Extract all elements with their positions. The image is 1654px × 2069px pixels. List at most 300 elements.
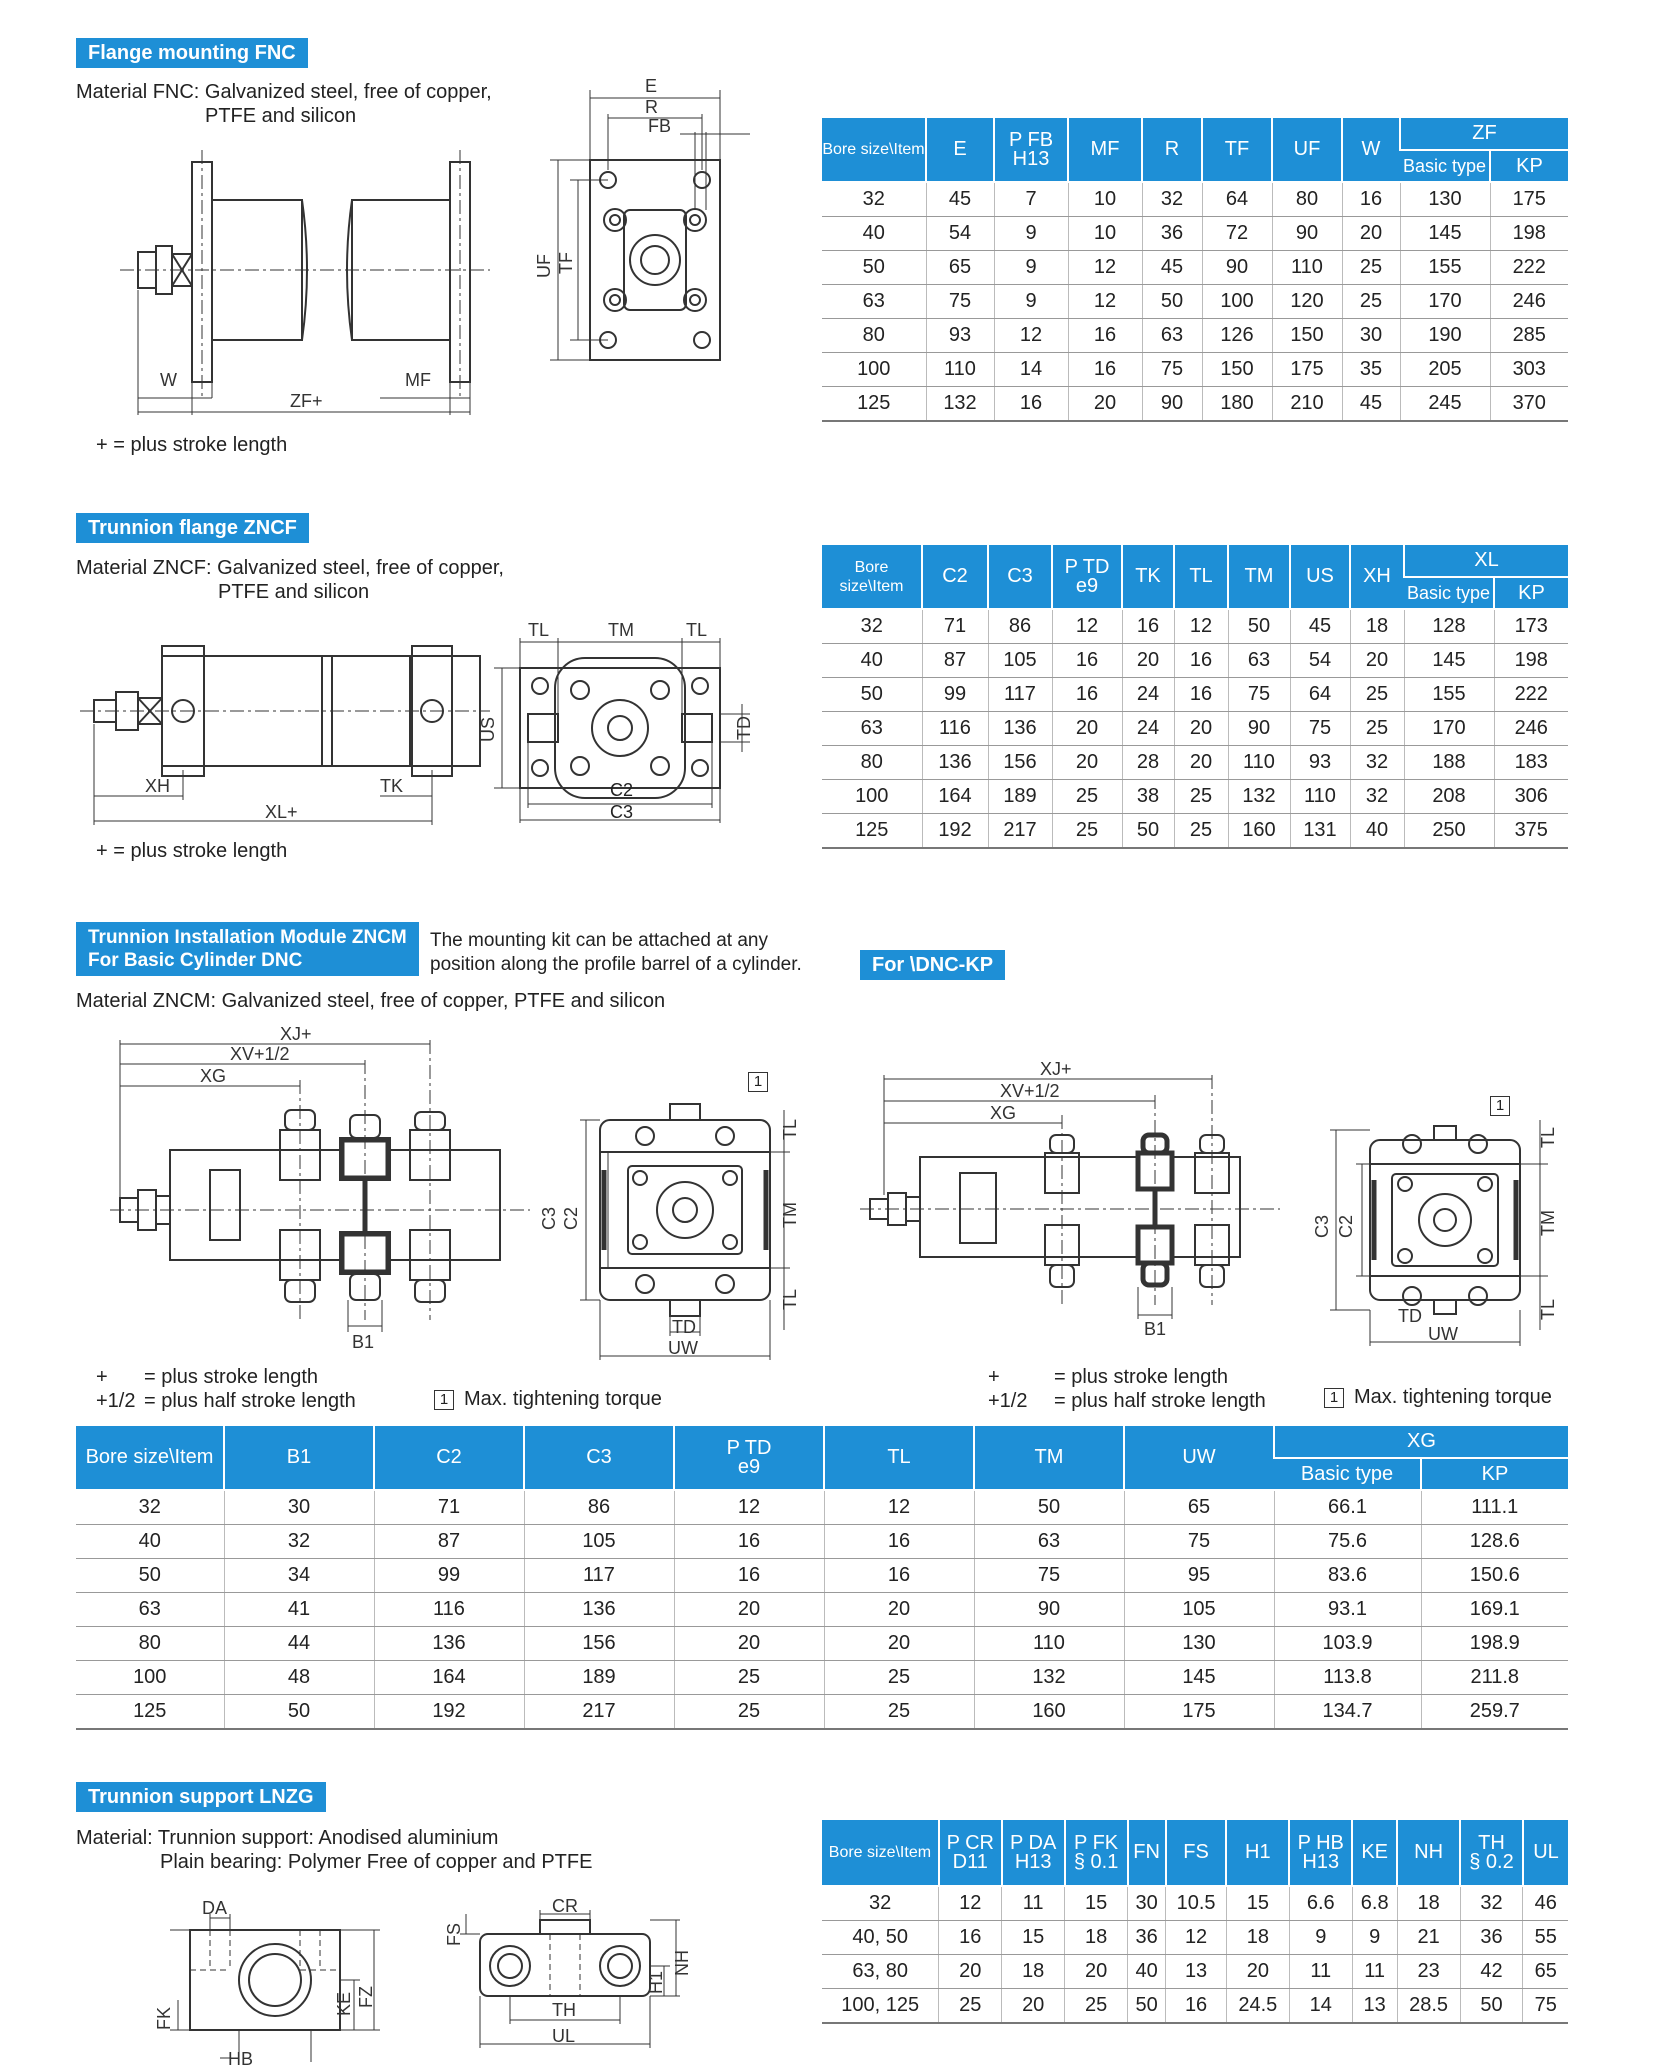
table-cell: 63 xyxy=(1228,644,1290,678)
table-cell: 87 xyxy=(374,1525,524,1559)
table-cell: 10 xyxy=(1068,217,1142,251)
table-cell: 35 xyxy=(1342,353,1400,387)
table-cell: 95 xyxy=(1124,1559,1274,1593)
table-cell: 25 xyxy=(1052,780,1122,814)
table-row xyxy=(76,1525,1568,1559)
table-cell: 93 xyxy=(926,319,994,353)
table-cell: 100 xyxy=(822,353,926,387)
zncm-kp-box-marker: 1 xyxy=(1490,1096,1510,1116)
zncm-note2-sym: +1/2 xyxy=(96,1390,136,1412)
zncf-th-xl: XL xyxy=(1404,545,1568,577)
lnzg-th-h1: H1 xyxy=(1226,1820,1289,1886)
table-row xyxy=(76,1559,1568,1593)
table-cell: 25 xyxy=(824,1695,974,1730)
zncm-label-xj: XJ+ xyxy=(280,1024,312,1044)
zncf-th-c2: C2 xyxy=(922,545,988,609)
zncf-label-tk: TK xyxy=(380,776,404,796)
table-row xyxy=(76,1661,1568,1695)
zncm-note1-txt: = plus stroke length xyxy=(144,1366,318,1388)
table-cell: 20 xyxy=(1174,746,1228,780)
table-cell: 14 xyxy=(994,353,1068,387)
zncm-title-line2: For Basic Cylinder DNC xyxy=(88,950,303,971)
zncm-label-xv: XV+1/2 xyxy=(230,1044,290,1064)
table-cell: 15 xyxy=(1002,1921,1065,1955)
table-cell: 63 xyxy=(76,1593,224,1627)
table-cell: 25 xyxy=(1052,814,1122,849)
fnc-th-r: R xyxy=(1142,118,1202,182)
fnc-front-drawing xyxy=(520,70,780,380)
table-row xyxy=(822,251,1568,285)
table-cell: 50 xyxy=(224,1695,374,1730)
lnzg-label-nh: NH xyxy=(672,1950,692,1976)
table-cell: 75 xyxy=(926,285,994,319)
zncm-kp-label-tl-bottom: TL xyxy=(1538,1298,1558,1320)
table-cell: 25 xyxy=(1350,678,1404,712)
zncm-th-bore: Bore size\Item xyxy=(76,1426,224,1490)
table-cell: 20 xyxy=(1065,1955,1128,1989)
table-cell: 145 xyxy=(1400,217,1490,251)
fnc-label-fb: FB xyxy=(648,116,672,136)
table-cell: 116 xyxy=(374,1593,524,1627)
zncm-desc-line2: position along the profile barrel of a cylinder. xyxy=(430,954,802,975)
table-cell: 132 xyxy=(1228,780,1290,814)
zncm-th-basic: Basic type xyxy=(1274,1458,1421,1490)
table-cell: 90 xyxy=(1228,712,1290,746)
fnc-side-drawing xyxy=(80,150,510,430)
table-cell: 40 xyxy=(1350,814,1404,849)
table-cell: 9 xyxy=(994,217,1068,251)
table-cell: 245 xyxy=(1400,387,1490,422)
table-cell: 285 xyxy=(1490,319,1568,353)
lnzg-th-fn: FN xyxy=(1128,1820,1166,1886)
table-row xyxy=(822,678,1568,712)
table-cell: 50 xyxy=(1228,609,1290,644)
table-cell: 100 xyxy=(822,780,922,814)
table-cell: 6.8 xyxy=(1352,1886,1397,1921)
zncm-kp-note2-sym: +1/2 xyxy=(988,1390,1028,1412)
lnzg-label-hb: HB xyxy=(228,2049,254,2069)
lnzg-th-pda-1: P DA xyxy=(1010,1831,1057,1854)
zncm-dnc-front-drawing xyxy=(540,1070,800,1370)
table-cell: 155 xyxy=(1404,678,1494,712)
lnzg-th-th-2: § 0.2 xyxy=(1469,1850,1514,1873)
table-row xyxy=(822,387,1568,422)
table-cell: 50 xyxy=(1128,1989,1166,2024)
lnzg-th-ke: KE xyxy=(1352,1820,1397,1886)
table-cell: 164 xyxy=(922,780,988,814)
zncf-th-basic: Basic type xyxy=(1404,577,1494,609)
table-cell: 90 xyxy=(1202,251,1272,285)
table-cell: 110 xyxy=(926,353,994,387)
zncm-th-c3: C3 xyxy=(524,1426,674,1490)
table-cell: 72 xyxy=(1202,217,1272,251)
fnc-label-w: W xyxy=(160,370,177,390)
table-cell: 20 xyxy=(1342,217,1400,251)
table-cell: 25 xyxy=(1174,780,1228,814)
table-cell: 9 xyxy=(994,251,1068,285)
table-row xyxy=(76,1490,1568,1525)
fnc-material-line2: PTFE and silicon xyxy=(205,105,357,127)
fnc-title: Flange mounting FNC xyxy=(76,38,308,68)
zncf-label-tl-right: TL xyxy=(686,620,708,640)
table-cell: 16 xyxy=(939,1921,1002,1955)
fnc-th-uf: UF xyxy=(1272,118,1342,182)
lnzg-th-pcr-2: D11 xyxy=(952,1850,988,1873)
table-cell: 25 xyxy=(674,1661,824,1695)
table-cell: 222 xyxy=(1490,251,1568,285)
zncf-table xyxy=(822,545,1568,849)
table-cell: 63, 80 xyxy=(822,1955,939,1989)
table-cell: 63 xyxy=(1142,319,1202,353)
table-cell: 18 xyxy=(1002,1955,1065,1989)
table-cell: 16 xyxy=(1174,678,1228,712)
table-cell: 222 xyxy=(1494,678,1568,712)
table-cell: 110 xyxy=(974,1627,1124,1661)
table-cell: 16 xyxy=(1174,644,1228,678)
zncm-box-marker: 1 xyxy=(748,1072,768,1092)
table-cell: 192 xyxy=(922,814,988,849)
table-cell: 11 xyxy=(1289,1955,1352,1989)
table-row xyxy=(76,1695,1568,1730)
zncm-label-tl-top: TL xyxy=(780,1118,800,1140)
table-cell: 10.5 xyxy=(1166,1886,1227,1921)
table-cell: 65 xyxy=(1124,1490,1274,1525)
table-cell: 30 xyxy=(1128,1886,1166,1921)
lnzg-th-phb xyxy=(1289,1820,1352,1886)
table-cell: 55 xyxy=(1523,1921,1568,1955)
table-row xyxy=(822,1921,1568,1955)
table-row xyxy=(822,1955,1568,1989)
table-cell: 136 xyxy=(988,712,1052,746)
zncf-label-c2: C2 xyxy=(610,780,634,800)
table-cell: 71 xyxy=(374,1490,524,1525)
zncf-note: + = plus stroke length xyxy=(96,840,288,862)
table-cell: 18 xyxy=(1065,1921,1128,1955)
table-cell: 211.8 xyxy=(1421,1661,1568,1695)
table-cell: 24 xyxy=(1122,712,1174,746)
table-cell: 145 xyxy=(1124,1661,1274,1695)
table-cell: 20 xyxy=(824,1593,974,1627)
fnc-table xyxy=(822,118,1568,422)
fnc-th-pfb-2: H13 xyxy=(1012,147,1050,170)
lnzg-label-fs: FS xyxy=(444,1922,464,1946)
zncf-th-kp: KP xyxy=(1494,577,1568,609)
table-cell: 80 xyxy=(822,319,926,353)
table-cell: 20 xyxy=(674,1627,824,1661)
fnc-th-basic: Basic type xyxy=(1400,150,1490,182)
table-cell: 50 xyxy=(822,251,926,285)
table-row xyxy=(822,609,1568,644)
table-cell: 128.6 xyxy=(1421,1525,1568,1559)
table-cell: 128 xyxy=(1404,609,1494,644)
table-cell: 65 xyxy=(926,251,994,285)
table-cell: 189 xyxy=(524,1661,674,1695)
table-cell: 75 xyxy=(1228,678,1290,712)
table-cell: 117 xyxy=(988,678,1052,712)
lnzg-th-pda-2: H13 xyxy=(1014,1850,1052,1873)
table-cell: 40 xyxy=(1128,1955,1166,1989)
table-cell: 246 xyxy=(1490,285,1568,319)
zncm-label-c3: C3 xyxy=(539,1206,559,1230)
table-cell: 20 xyxy=(1052,746,1122,780)
table-cell: 64 xyxy=(1290,678,1350,712)
table-cell: 21 xyxy=(1397,1921,1460,1955)
table-cell: 25 xyxy=(1342,251,1400,285)
zncf-material-line2: PTFE and silicon xyxy=(218,581,370,603)
table-row xyxy=(822,353,1568,387)
table-cell: 16 xyxy=(674,1559,824,1593)
table-cell: 134.7 xyxy=(1274,1695,1421,1730)
zncm-th-uw: UW xyxy=(1124,1426,1274,1490)
table-cell: 16 xyxy=(824,1559,974,1593)
lnzg-th-ul: UL xyxy=(1523,1820,1568,1886)
lnzg-th-pcr xyxy=(939,1820,1002,1886)
table-cell: 160 xyxy=(974,1695,1124,1730)
lnzg-label-fz: FZ xyxy=(356,1986,376,2008)
zncm-kp-label-xj: XJ+ xyxy=(1040,1059,1072,1079)
table-cell: 16 xyxy=(1052,678,1122,712)
zncf-th-xh: XH xyxy=(1350,545,1404,609)
table-cell: 169.1 xyxy=(1421,1593,1568,1627)
table-cell: 100 xyxy=(1202,285,1272,319)
table-cell: 54 xyxy=(1290,644,1350,678)
table-cell: 175 xyxy=(1490,182,1568,217)
table-cell: 105 xyxy=(524,1525,674,1559)
table-cell: 32 xyxy=(822,609,922,644)
table-cell: 160 xyxy=(1228,814,1290,849)
table-cell: 75 xyxy=(1124,1525,1274,1559)
zncm-note1-sym: + xyxy=(96,1366,108,1388)
table-cell: 13 xyxy=(1352,1989,1397,2024)
table-cell: 45 xyxy=(1290,609,1350,644)
zncm-label-xg: XG xyxy=(200,1066,227,1086)
table-cell: 25 xyxy=(674,1695,824,1730)
table-cell: 24 xyxy=(1122,678,1174,712)
table-cell: 64 xyxy=(1202,182,1272,217)
fnc-th-kp: KP xyxy=(1490,150,1568,182)
table-cell: 156 xyxy=(988,746,1052,780)
zncm-kp-label-c3: C3 xyxy=(1312,1214,1332,1238)
table-cell: 130 xyxy=(1124,1627,1274,1661)
table-cell: 11 xyxy=(1002,1886,1065,1921)
lnzg-th-fs: FS xyxy=(1166,1820,1227,1886)
table-cell: 131 xyxy=(1290,814,1350,849)
table-row xyxy=(822,712,1568,746)
table-cell: 110 xyxy=(1290,780,1350,814)
table-cell: 75 xyxy=(1142,353,1202,387)
zncm-th-ptd-1: P TD xyxy=(726,1436,772,1459)
table-cell: 41 xyxy=(224,1593,374,1627)
table-cell: 210 xyxy=(1272,387,1342,422)
table-cell: 34 xyxy=(224,1559,374,1593)
zncm-label-td: TD xyxy=(672,1317,696,1337)
table-cell: 111.1 xyxy=(1421,1490,1568,1525)
table-cell: 12 xyxy=(1068,251,1142,285)
table-cell: 150.6 xyxy=(1421,1559,1568,1593)
lnzg-table xyxy=(822,1820,1568,2024)
table-row xyxy=(822,319,1568,353)
table-cell: 14 xyxy=(1289,1989,1352,2024)
table-cell: 16 xyxy=(1166,1989,1227,2024)
table-cell: 25 xyxy=(824,1661,974,1695)
table-cell: 180 xyxy=(1202,387,1272,422)
table-cell: 20 xyxy=(1174,712,1228,746)
table-cell: 28 xyxy=(1122,746,1174,780)
table-cell: 105 xyxy=(988,644,1052,678)
lnzg-label-fk: FK xyxy=(154,2006,174,2030)
table-cell: 50 xyxy=(1122,814,1174,849)
fnc-th-e: E xyxy=(926,118,994,182)
zncf-th-ptd-2: e9 xyxy=(1075,574,1099,597)
table-cell: 16 xyxy=(674,1525,824,1559)
fnc-note: + = plus stroke length xyxy=(96,434,288,456)
table-row xyxy=(822,1989,1568,2024)
zncf-front-drawing xyxy=(478,618,770,828)
table-cell: 20 xyxy=(1068,387,1142,422)
table-cell: 303 xyxy=(1490,353,1568,387)
zncf-label-xh: XH xyxy=(145,776,171,796)
table-cell: 170 xyxy=(1400,285,1490,319)
fnc-th-zf: ZF xyxy=(1400,118,1568,150)
zncm-kp-label-xv: XV+1/2 xyxy=(1000,1081,1060,1101)
fnc-label-zf: ZF+ xyxy=(290,391,323,411)
table-cell: 12 xyxy=(674,1490,824,1525)
table-cell: 9 xyxy=(1352,1921,1397,1955)
table-cell: 40, 50 xyxy=(822,1921,939,1955)
table-cell: 10 xyxy=(1068,182,1142,217)
table-cell: 150 xyxy=(1272,319,1342,353)
table-cell: 16 xyxy=(1122,609,1174,644)
lnzg-th-bore: Bore size\Item xyxy=(822,1820,939,1886)
table-cell: 20 xyxy=(1350,644,1404,678)
table-cell: 32 xyxy=(76,1490,224,1525)
table-row xyxy=(822,285,1568,319)
table-cell: 16 xyxy=(1342,182,1400,217)
table-cell: 7 xyxy=(994,182,1068,217)
table-cell: 45 xyxy=(1342,387,1400,422)
table-cell: 110 xyxy=(1272,251,1342,285)
table-cell: 32 xyxy=(1142,182,1202,217)
zncf-title: Trunnion flange ZNCF xyxy=(76,513,309,543)
table-cell: 12 xyxy=(1174,609,1228,644)
zncm-th-b1: B1 xyxy=(224,1426,374,1490)
lnzg-label-h1: H1 xyxy=(646,1970,666,1994)
table-cell: 80 xyxy=(76,1627,224,1661)
table-cell: 100, 125 xyxy=(822,1989,939,2024)
table-row xyxy=(822,1886,1568,1921)
lnzg-th-phb-2: H13 xyxy=(1302,1850,1340,1873)
zncm-kp-label-b1: B1 xyxy=(1144,1319,1167,1339)
table-cell: 198.9 xyxy=(1421,1627,1568,1661)
zncm-kp-label-td: TD xyxy=(1398,1306,1422,1326)
fnc-th-mf: MF xyxy=(1068,118,1142,182)
table-cell: 36 xyxy=(1128,1921,1166,1955)
table-cell: 20 xyxy=(1122,644,1174,678)
table-cell: 40 xyxy=(76,1525,224,1559)
table-cell: 32 xyxy=(1460,1886,1523,1921)
table-cell: 25 xyxy=(1174,814,1228,849)
zncf-label-tl-left: TL xyxy=(528,620,550,640)
fnc-th-bore: Bore size\Item xyxy=(822,118,926,182)
table-row xyxy=(822,814,1568,849)
lnzg-th-th xyxy=(1460,1820,1523,1886)
table-cell: 42 xyxy=(1460,1955,1523,1989)
table-cell: 86 xyxy=(524,1490,674,1525)
lnzg-label-th: TH xyxy=(552,2000,576,2020)
table-cell: 20 xyxy=(1002,1989,1065,2024)
zncm-torque-label: Max. tightening torque xyxy=(464,1388,662,1410)
fnc-material-line1: Material FNC: Galvanized steel, free of copper, xyxy=(76,81,492,103)
table-cell: 9 xyxy=(1289,1921,1352,1955)
zncm-dnc-side-drawing xyxy=(110,1020,540,1350)
table-cell: 93 xyxy=(1290,746,1350,780)
table-cell: 12 xyxy=(1068,285,1142,319)
table-cell: 75 xyxy=(1523,1989,1568,2024)
table-cell: 11 xyxy=(1352,1955,1397,1989)
table-cell: 246 xyxy=(1494,712,1568,746)
table-cell: 50 xyxy=(822,678,922,712)
table-cell: 190 xyxy=(1400,319,1490,353)
lnzg-label-ul: UL xyxy=(552,2026,576,2046)
table-cell: 45 xyxy=(926,182,994,217)
table-cell: 36 xyxy=(1142,217,1202,251)
fnc-label-e: E xyxy=(645,76,658,96)
table-cell: 20 xyxy=(674,1593,824,1627)
table-cell: 16 xyxy=(1068,353,1142,387)
table-cell: 16 xyxy=(1068,319,1142,353)
table-cell: 259.7 xyxy=(1421,1695,1568,1730)
zncm-th-ptd-2: e9 xyxy=(737,1455,761,1478)
table-cell: 80 xyxy=(822,746,922,780)
table-cell: 126 xyxy=(1202,319,1272,353)
zncm-torque-box: 1 xyxy=(434,1390,454,1410)
zncf-th-tm: TM xyxy=(1228,545,1290,609)
zncf-th-ptd-1: P TD xyxy=(1064,555,1110,578)
table-cell: 75 xyxy=(1290,712,1350,746)
table-cell: 217 xyxy=(988,814,1052,849)
table-cell: 30 xyxy=(224,1490,374,1525)
table-cell: 90 xyxy=(974,1593,1124,1627)
table-row xyxy=(822,746,1568,780)
zncm-desc-line1: The mounting kit can be attached at any xyxy=(430,930,768,951)
table-cell: 87 xyxy=(922,644,988,678)
zncf-side-drawing xyxy=(80,640,500,830)
zncf-label-us: US xyxy=(478,716,498,742)
table-cell: 136 xyxy=(922,746,988,780)
zncm-th-c2: C2 xyxy=(374,1426,524,1490)
table-cell: 25 xyxy=(1065,1989,1128,2024)
table-row xyxy=(822,217,1568,251)
lnzg-side-drawing xyxy=(150,1898,410,2069)
table-cell: 28.5 xyxy=(1397,1989,1460,2024)
table-cell: 208 xyxy=(1404,780,1494,814)
zncm-kp-label-xg: XG xyxy=(990,1103,1017,1123)
table-cell: 155 xyxy=(1400,251,1490,285)
zncm-kp-note1-txt: = plus stroke length xyxy=(1054,1366,1228,1388)
table-cell: 103.9 xyxy=(1274,1627,1421,1661)
lnzg-th-pfk-1: P FK xyxy=(1074,1831,1119,1854)
zncf-th-bore: Bore size\Item xyxy=(822,545,922,609)
table-cell: 32 xyxy=(822,1886,939,1921)
table-row xyxy=(822,644,1568,678)
table-cell: 24.5 xyxy=(1226,1989,1289,2024)
fnc-th-pfb xyxy=(994,118,1068,182)
table-cell: 48 xyxy=(224,1661,374,1695)
table-cell: 188 xyxy=(1404,746,1494,780)
zncf-th-ptd xyxy=(1052,545,1122,609)
table-cell: 136 xyxy=(374,1627,524,1661)
zncf-label-c3: C3 xyxy=(610,802,634,822)
